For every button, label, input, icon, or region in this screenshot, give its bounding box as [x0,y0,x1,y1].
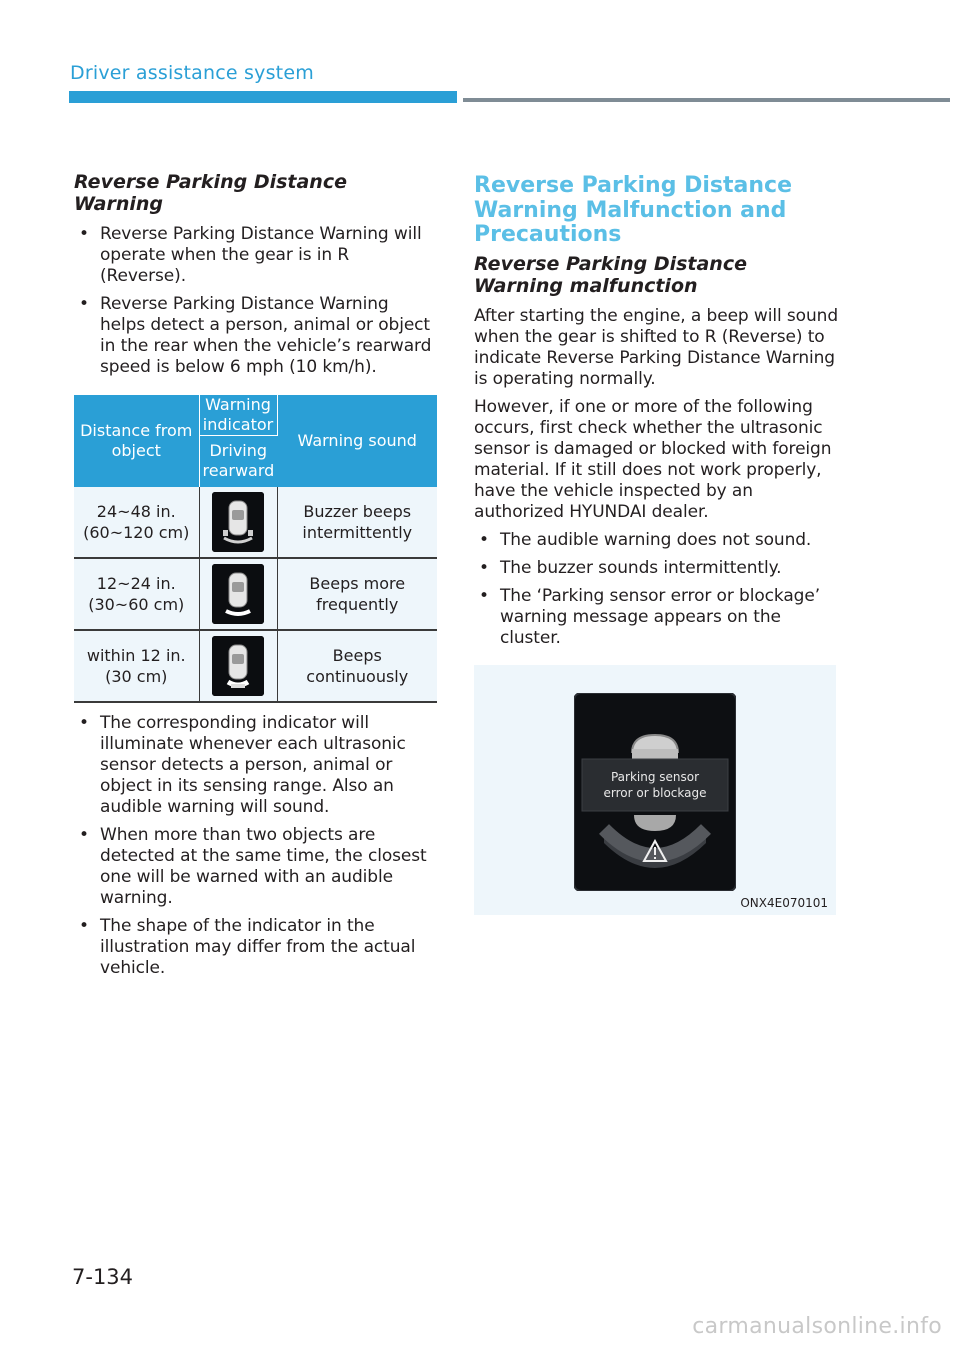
warning-table [74,395,437,704]
list-item: • The corresponding indicator will illuminate whenever each ultrasonic sensor detects a person, animal or object in its sensing range. Also an audible warning will sound. [79,713,406,818]
section-header: Driver assistance system [70,62,314,84]
distance-cell: within 12 in. (30 cm) [74,630,199,702]
header-rule-blue [69,91,457,103]
list-item: • Reverse Parking Distance Warning helps detect a person, animal or object in the rear when the vehicle’s rearward speed is below 6 mph (10 km/h). [79,293,432,377]
header-sound: Warning sound [277,395,437,488]
distance-cell: 12~24 in. (30~60 cm) [74,558,199,630]
top-bullet-list [74,224,438,378]
list-item: • The buzzer sounds intermittently. [479,557,782,578]
paragraph: After starting the engine, a beep will sound when the gear is shifted to R (Reverse) to indicate Reverse Parking Distance Warning is operating normally. [474,305,839,389]
header-rule-gray [463,98,950,102]
list-item: • When more than two objects are detected at the same time, the closest one will be warned with an audible warning. [79,825,427,909]
cluster-figure [474,665,836,915]
cluster-display-illustration [574,693,736,891]
right-column [474,172,838,915]
table-row [74,487,437,558]
right-section-title: Reverse Parking Distance Warning Malfunction and Precautions [474,173,793,248]
sound-cell: Buzzer beeps intermittently [277,487,437,558]
rear-sensor-near-icon [212,636,264,696]
list-item: • The shape of the indicator in the illustration may differ from the actual vehicle. [79,916,416,979]
rear-sensor-far-icon [212,492,264,552]
bottom-bullet-list [74,713,438,979]
right-subsection-title: Reverse Parking Distance Warning malfunction [474,252,747,297]
rear-sensor-mid-icon [212,564,264,624]
list-item: • The ‘Parking sensor error or blockage’ warning message appears on the cluster. [479,585,821,648]
table-row [74,558,437,630]
list-item: • The audible warning does not sound. [479,529,812,550]
header-rearward: Driving rearward [199,435,277,487]
left-section-title: Reverse Parking Distance Warning [74,171,347,215]
sound-cell: Beeps continuously [277,630,437,702]
left-column [74,172,438,986]
sound-cell: Beeps more frequently [277,558,437,630]
page-number: 7-134 [72,1265,134,1289]
message-line-1: Parking sensor [610,769,700,784]
paragraph: However, if one or more of the following occurs, first check whether the ultrasonic sensor is damaged or blocked with foreign material. If it still does not work properly, have the vehicle inspected by an authorized HYUNDAI dealer. [474,396,832,522]
list-item: • Reverse Parking Distance Warning will operate when the gear is in R (Reverse). [79,223,422,286]
distance-cell: 24~48 in. (60~120 cm) [74,487,199,558]
table-row [74,630,437,702]
header-indicator: Warning indicator [199,395,277,436]
header-distance: Distance from object [74,395,199,488]
malfunction-bullet-list [474,530,838,649]
figure-code: ONX4E070101 [740,895,828,910]
message-line-2: error or blockage [603,785,707,800]
watermark: carmanualsonline.info [692,1314,942,1339]
